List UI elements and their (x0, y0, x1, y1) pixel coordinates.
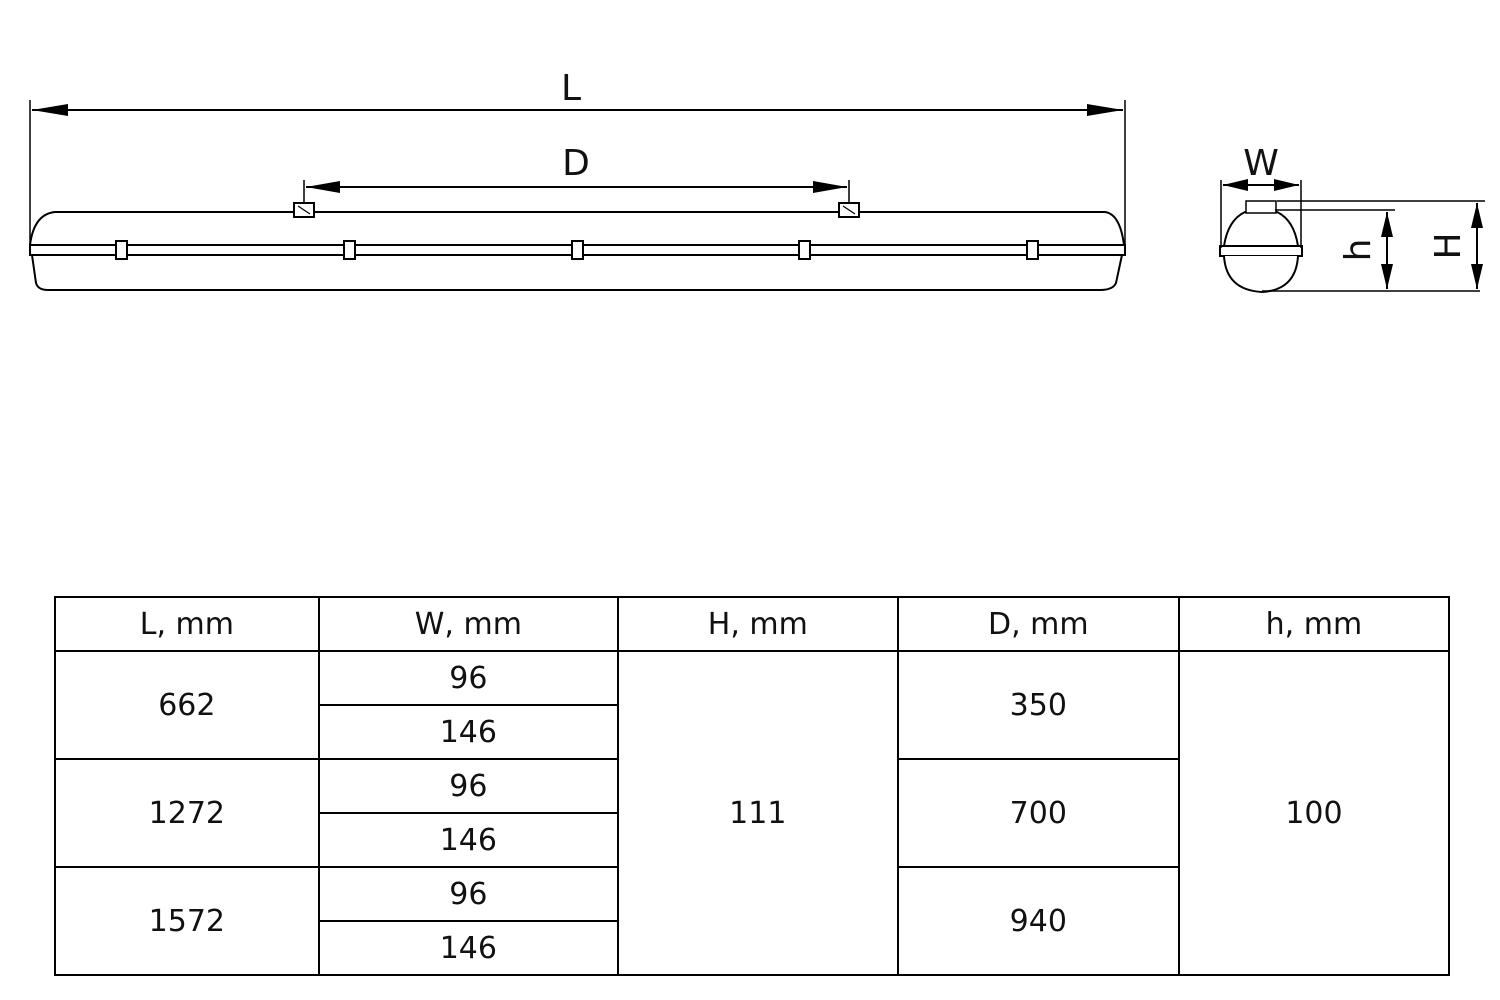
total-height-dimension (1277, 201, 1485, 289)
luminaire-dimension-drawing (0, 0, 1500, 330)
length-cell: 662 (55, 651, 319, 759)
luminaire-side-view (30, 203, 1125, 290)
height-small-cell: 100 (1179, 651, 1449, 975)
width-cell: 96 (319, 651, 618, 705)
dimensions-table (54, 596, 1450, 976)
luminaire-end-view (1220, 201, 1302, 292)
distance-cell: 940 (898, 867, 1179, 975)
distance-dimension (304, 143, 849, 205)
header-length: L, mm (55, 597, 319, 651)
length-cell: 1272 (55, 759, 319, 867)
width-cell: 96 (319, 867, 618, 921)
header-height-small: h, mm (1179, 597, 1449, 651)
header-width: W, mm (319, 597, 618, 651)
length-label: L (560, 68, 582, 109)
width-cell: 96 (319, 759, 618, 813)
width-cell: 146 (319, 921, 618, 975)
table-header-row (55, 597, 1449, 651)
distance-label: D (562, 143, 590, 184)
table-row (55, 651, 1449, 705)
total-height-label: H (1428, 232, 1469, 260)
header-distance: D, mm (898, 597, 1179, 651)
height-total-cell: 111 (618, 651, 898, 975)
width-cell: 146 (319, 705, 618, 759)
small-height-label: h (1338, 238, 1379, 262)
width-cell: 146 (319, 813, 618, 867)
distance-cell: 350 (898, 651, 1179, 759)
header-height-total: H, mm (618, 597, 898, 651)
length-cell: 1572 (55, 867, 319, 975)
width-label: W (1243, 143, 1279, 184)
distance-cell: 700 (898, 759, 1179, 867)
